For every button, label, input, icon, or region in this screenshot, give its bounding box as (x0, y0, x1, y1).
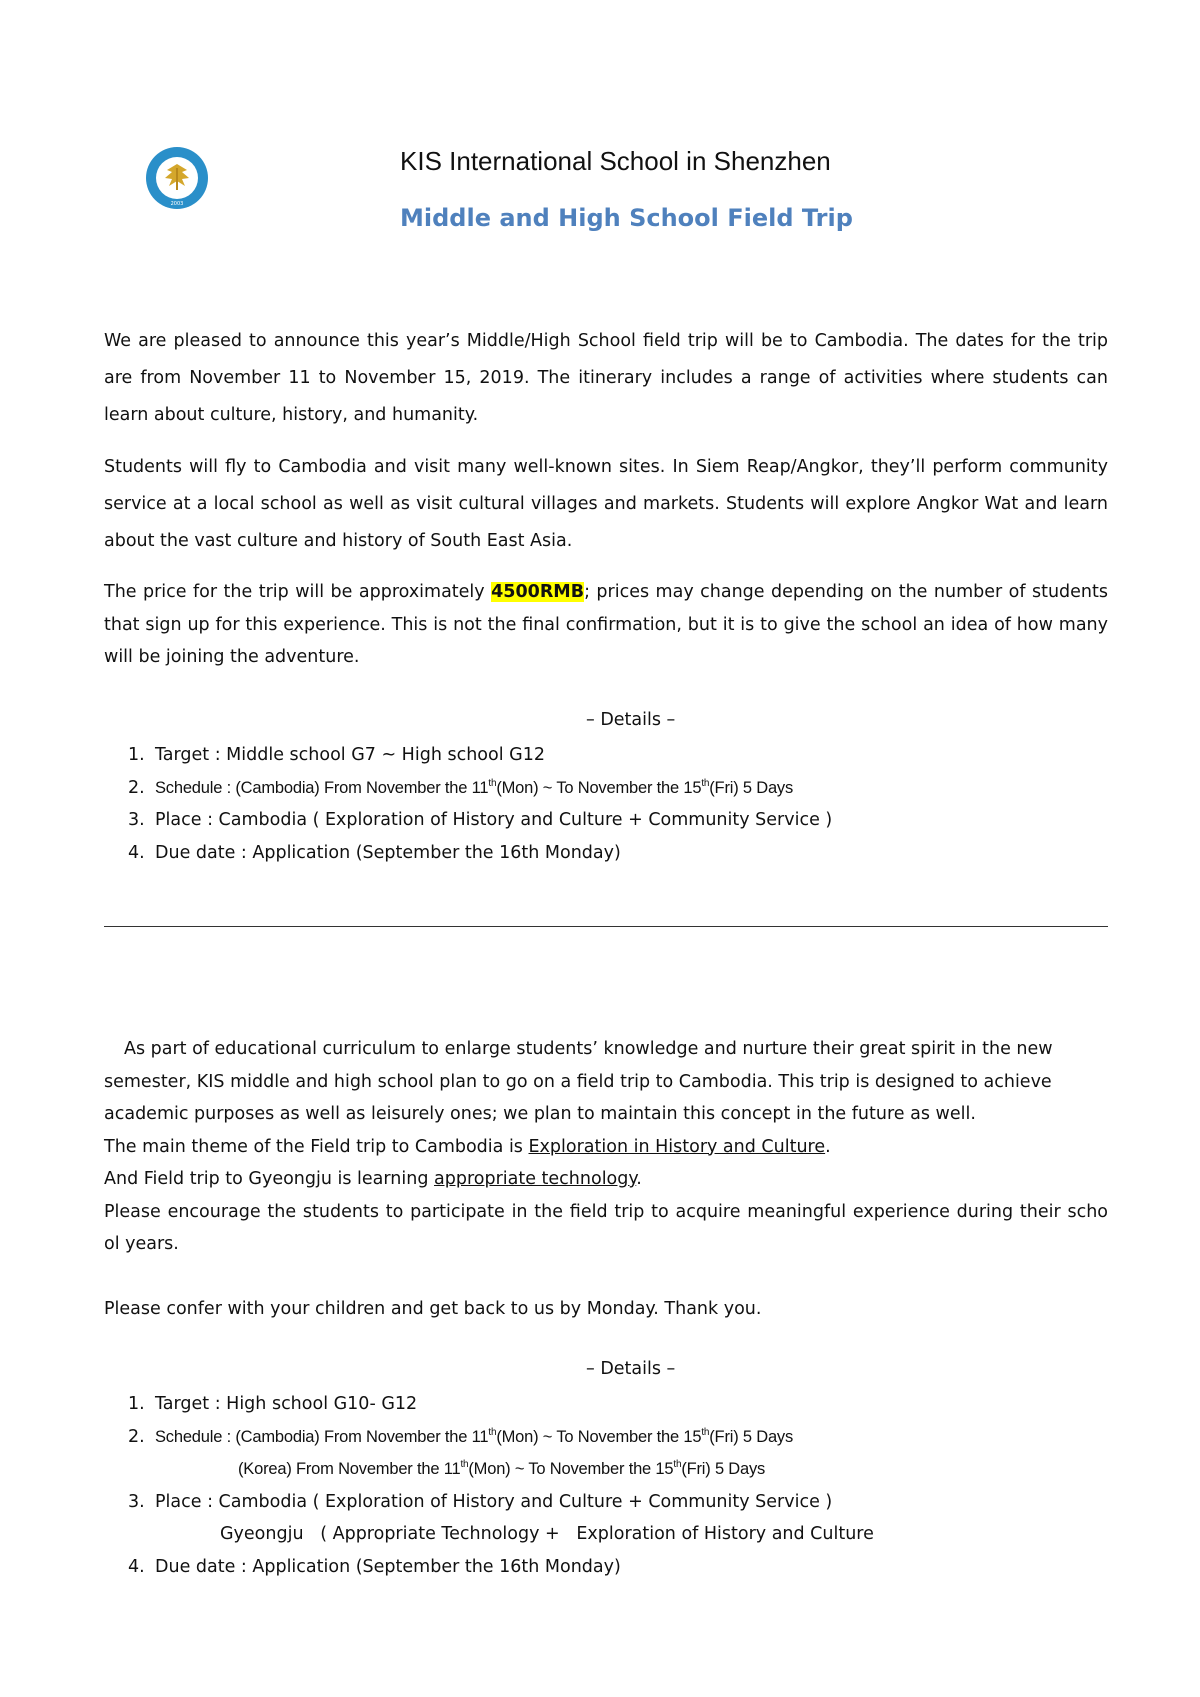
item-place-gyeongju: Gyeongju ( Appropriate Technology + Exploration of History and Culture (220, 1524, 874, 1544)
details-heading-1: – Details – (586, 710, 676, 730)
price-paragraph (104, 576, 1108, 674)
price-text-after: ; prices may change depending on the number of students that sign up for this experience. This is not the final confirmation, but it is to give the school an idea of how many will be joining the adventure. (104, 582, 1109, 667)
price-highlight: 4500RMB (491, 582, 585, 602)
item-number: 3. (128, 810, 145, 830)
item-number: 2. (128, 777, 145, 798)
logo-year: 2003 (170, 201, 184, 207)
item-number: 4. (128, 1556, 145, 1577)
closing-line: Please confer with your children and get back to us by Monday. Thank you. (104, 1299, 762, 1319)
details-heading-2: – Details – (586, 1359, 676, 1379)
section-divider (104, 926, 1108, 927)
item-number: 2. (128, 1426, 145, 1447)
intro-paragraph-1: We are pleased to announce this year’s Middle/High School field trip will be to Cambodia. The dates for the trip are from November 11 to November 15, 2019. The itinerary includes a range of activities where students can learn about culture, history, and humanity. (104, 331, 1108, 425)
item-place: Place : Cambodia ( Exploration of History and Culture + Community Service ) (155, 1491, 833, 1512)
notice-line: And Field trip to Gyeongju is learning appropriate technology. (104, 1169, 642, 1189)
notice-body (104, 1033, 1108, 1261)
notice-line: As part of educational curriculum to enlarge students’ knowledge and nurture their great spirit in the new (124, 1039, 1053, 1059)
intro-paragraph-2: Students will fly to Cambodia and visit many well-known sites. In Siem Reap/Angkor, they’ll perform community service at a local school as well as visit cultural villages and markets. Students will explore Angkor Wat and learn about the vast culture and history of South East Asia. (104, 457, 1108, 551)
item-number: 1. (128, 745, 145, 765)
item-number: 1. (128, 1394, 145, 1414)
school-logo (145, 146, 209, 210)
item-schedule: Schedule : (Cambodia) From November the 11th(Mon) ~ To November the 15th(Fri) 5 Days (155, 777, 794, 797)
cambodia-theme: Exploration in History and Culture (528, 1136, 826, 1157)
notice-encourage: Please encourage the students to participate in the field trip to acquire meaningful experience during their scho ol years. (104, 1201, 1108, 1254)
item-target: Target : High school G10- G12 (155, 1394, 418, 1414)
school-name: KIS International School in Shenzhen (400, 146, 831, 176)
item-place: Place : Cambodia ( Exploration of History and Culture + Community Service ) (155, 810, 833, 830)
document-title: Middle and High School Field Trip (400, 204, 853, 232)
price-text-before: The price for the trip will be approximately (104, 582, 492, 602)
item-number: 3. (128, 1491, 145, 1512)
notice-line: semester, KIS middle and high school plan to go on a field trip to Cambodia. This trip is designed to achieve (104, 1071, 1052, 1092)
item-due-date: Due date : Application (September the 16th Monday) (155, 842, 621, 863)
item-number: 4. (128, 842, 145, 863)
item-due-date: Due date : Application (September the 16th Monday) (155, 1556, 621, 1577)
item-target: Target : Middle school G7 ~ High school G12 (155, 745, 545, 765)
item-schedule: Schedule : (Cambodia) From November the 11th(Mon) ~ To November the 15th(Fri) 5 Days (155, 1426, 794, 1446)
item-schedule-korea: (Korea) From November the 11th(Mon) ~ To November the 15th(Fri) 5 Days (238, 1459, 766, 1478)
notice-line: The main theme of the Field trip to Cambodia is Exploration in History and Culture. (104, 1136, 831, 1157)
gyeongju-theme: appropriate technology (434, 1169, 637, 1189)
notice-line: academic purposes as well as leisurely ones; we plan to maintain this concept in the future as well. (104, 1104, 976, 1124)
